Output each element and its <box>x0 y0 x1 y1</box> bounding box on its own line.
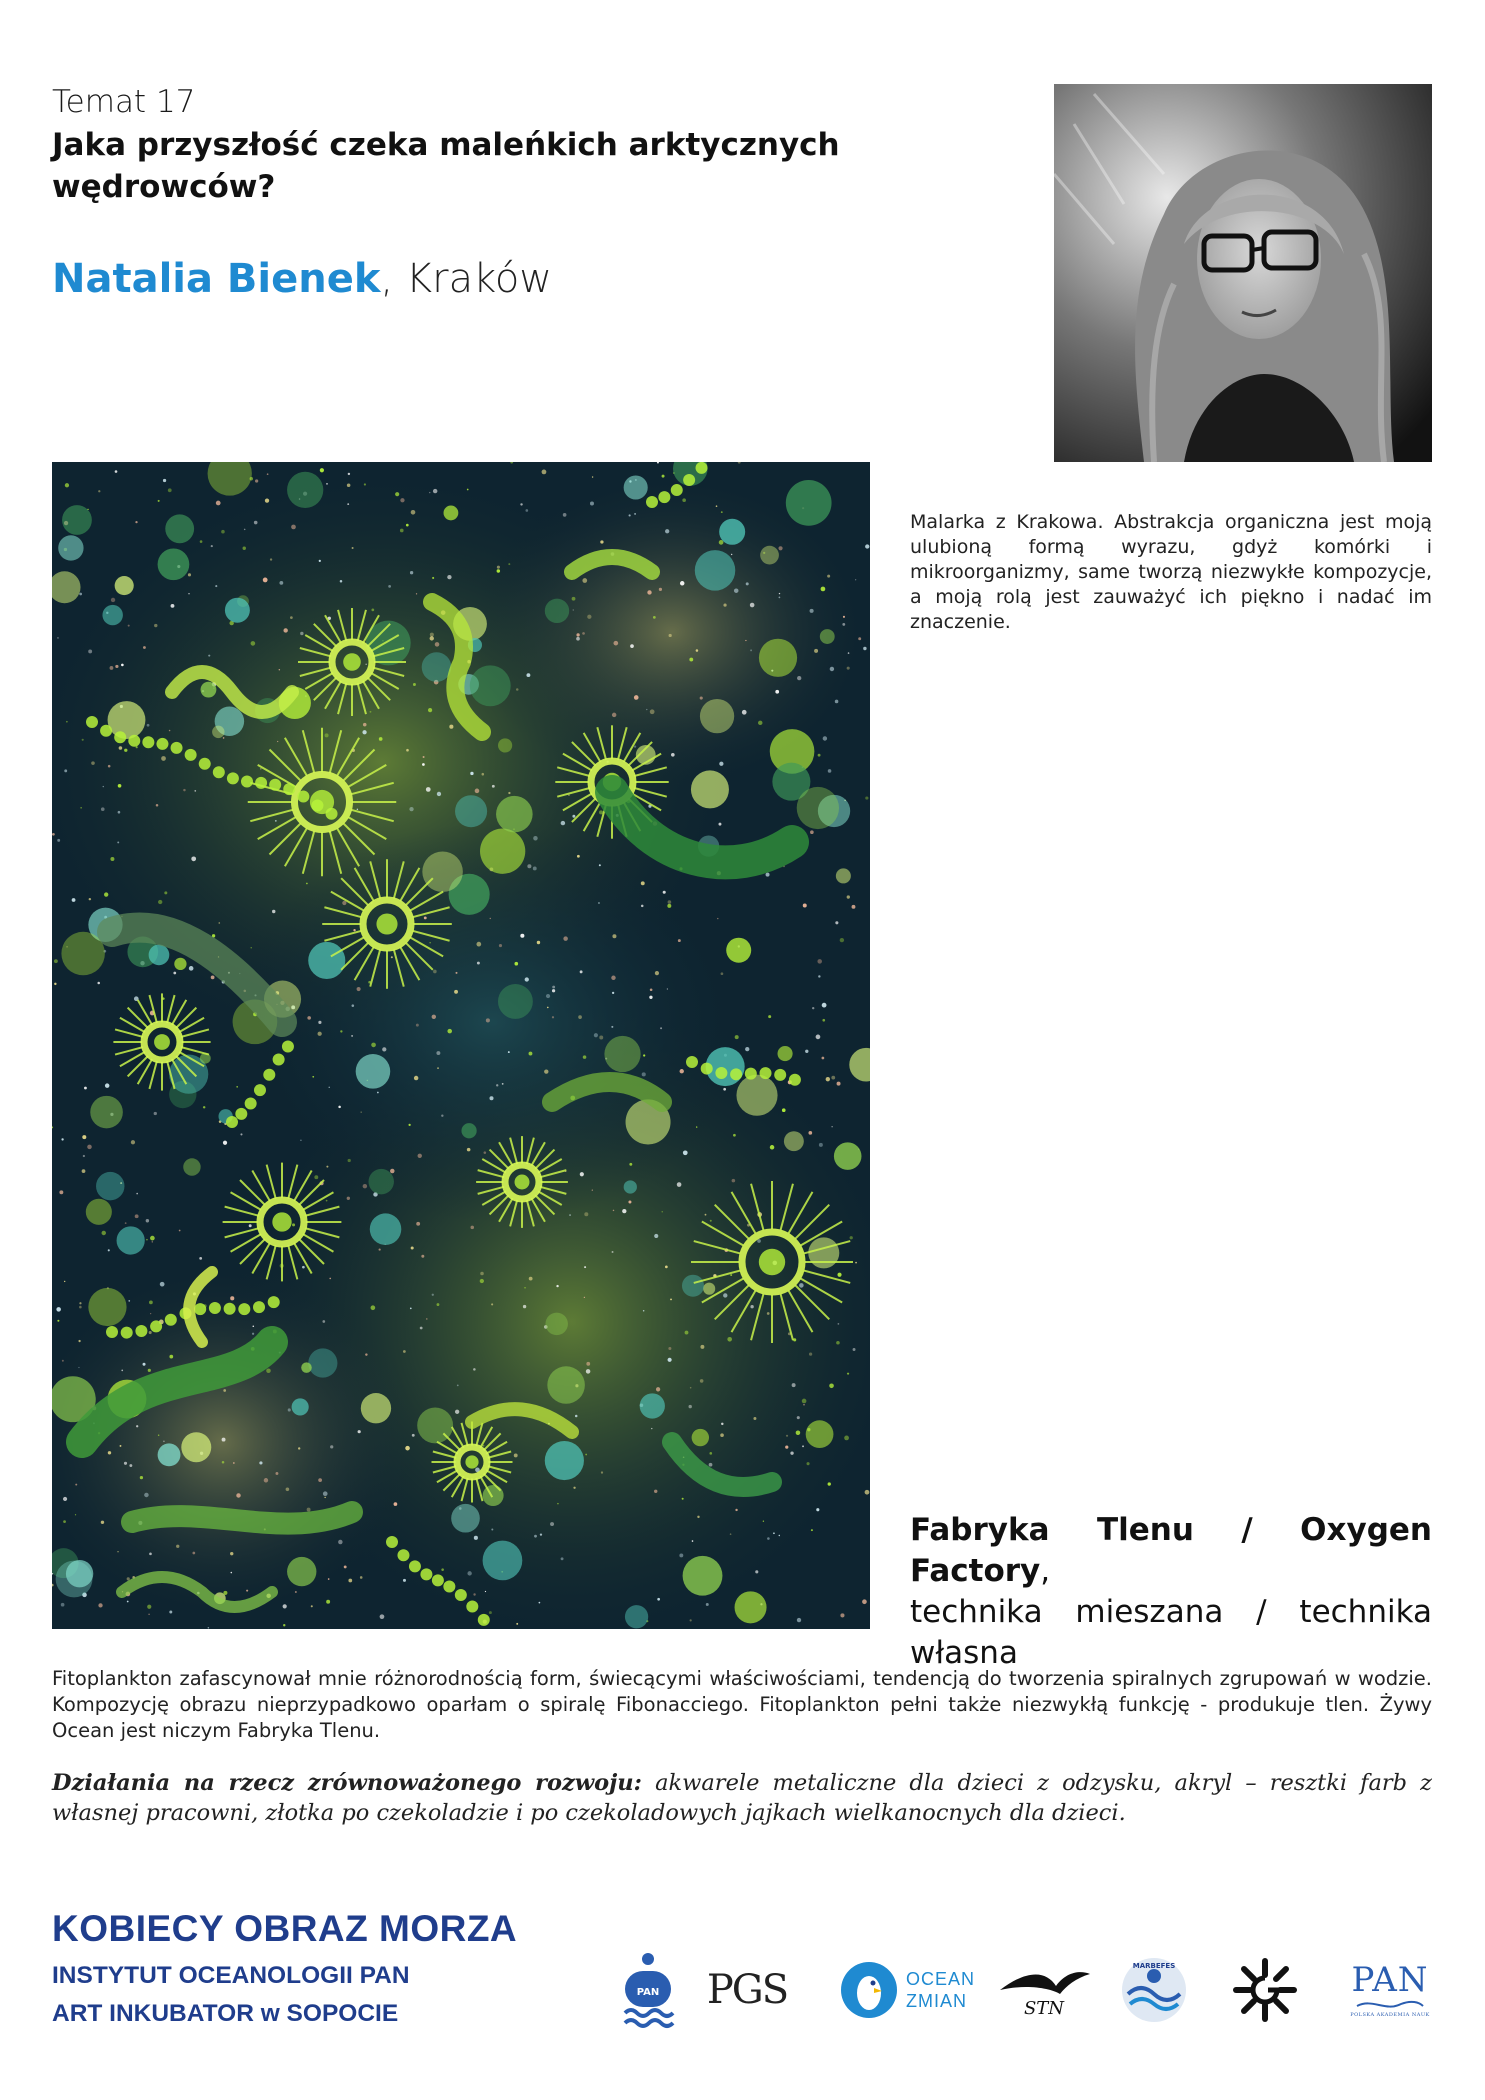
sustainability-note <box>52 1768 1432 1828</box>
artwork-technique: technika mieszana / technika własna <box>910 1594 1432 1671</box>
footer-title: KOBIECY OBRAZ MORZA <box>52 1908 518 1949</box>
seagull-icon <box>1000 1972 1090 1994</box>
marbefes-logo <box>1118 1950 1190 2030</box>
topic-number: Temat 17 <box>52 84 196 120</box>
ocean-bird-icon <box>840 1961 898 2019</box>
sunburst-icon <box>1232 1957 1298 2023</box>
artwork-description: Fitoplankton zafascynował mnie różnorodnością form, świecącymi właściwościami, tendencją do tworzenia spiralnych zgrupowań w wodzie. Kompozycję obrazu nieprzypadkowo oparłam o spiralę Fibonacciego. Fitoplankton pełni także niezwykłą funkcję - produkuje tlen. Żywy Ocean jest niczym Fabryka Tlenu. <box>52 1667 1432 1742</box>
ocean-zmian-logo <box>840 1950 980 2030</box>
footer-institute: INSTYTUT OCEANOLOGII PAN <box>52 1962 410 1989</box>
stn-logo <box>996 1950 1092 2030</box>
author-portrait <box>1054 84 1432 462</box>
sunburst-logo <box>1230 1950 1300 2030</box>
iopan-logo <box>618 1950 678 2030</box>
author-name: Natalia Bienek <box>52 256 381 302</box>
artwork-title-suffix: , <box>1040 1553 1051 1589</box>
pan-logo-text: PAN <box>1351 1960 1429 2000</box>
iopan-badge-text: PAN <box>636 1987 660 1998</box>
pgs-logo-text: PGS <box>706 1967 788 2013</box>
painting-oxygen-factory <box>52 462 870 1629</box>
pan-logo <box>1344 1950 1436 2030</box>
stn-logo-text: STN <box>1023 1998 1065 2019</box>
author-line <box>52 256 552 302</box>
pan-swash-icon <box>1355 1998 1425 2012</box>
artwork-caption <box>910 1510 1432 1674</box>
ocean-logo-line1: OCEAN <box>906 1969 976 1989</box>
footer-inkubator: ART INKUBATOR w SOPOCIE <box>52 2000 399 2027</box>
artwork-title: Fabryka Tlenu / Oxygen Factory <box>910 1512 1432 1589</box>
pan-logo-subtitle: POLSKA AKADEMIA NAUK <box>1350 2012 1430 2018</box>
sustainability-label: Działania na rzecz zrównoważonego rozwoju: <box>52 1770 642 1796</box>
topic-title: Jaka przyszłość czeka maleńkich arktycznych wędrowców? <box>52 127 840 205</box>
author-city: , Kraków <box>380 256 553 302</box>
sustainability-text: akwarele metaliczne dla dzieci z odzysku, akryl – resztki farb z własnej pracowni, złotka po czekoladzie i po czekoladowych jajkach wielkanocnych dla dzieci. <box>52 1770 1433 1826</box>
ocean-logo-line2: ZMIAN <box>906 1991 967 2011</box>
pgs-logo <box>706 1950 788 2030</box>
marbefes-logo-text: MARBEFES <box>1132 1962 1176 1970</box>
artist-bio: Malarka z Krakowa. Abstrakcja organiczna jest moją ulubioną formą wyrazu, gdyż komórki i mikroorganizmy, same tworzą niezwykłe kompozycje, a moją rolą jest zauważyć ich piękno i nadać im znaczenie. <box>910 511 1432 633</box>
